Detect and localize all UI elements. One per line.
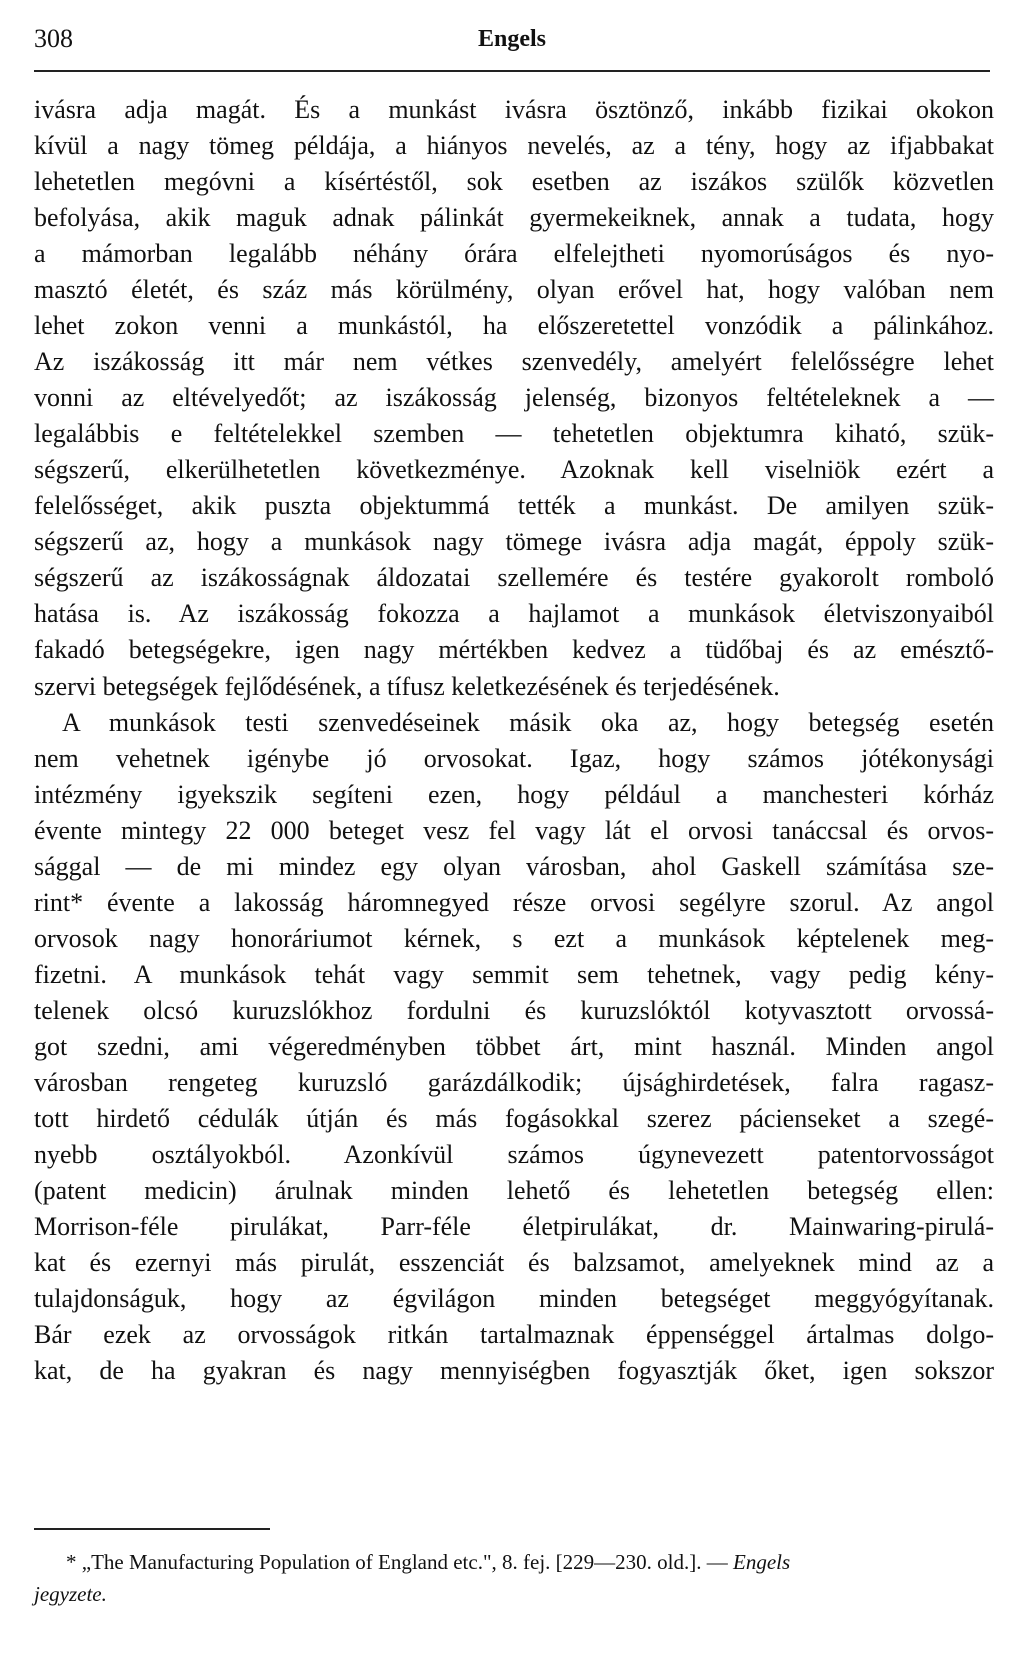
text-line: kívül a nagy tömeg példája, a hiányos nevelés, az a tény, hogy az ifjabbakat [34, 131, 994, 161]
body-text [34, 92, 994, 1389]
text-line: ségszerű, elkerülhetetlen következménye. Azoknak kell viselniök ezért a [34, 455, 994, 485]
footnote-label: jegyzete. [34, 1582, 107, 1606]
text-line: hatása is. Az iszákosság fokozza a hajlamot a munkások életviszonyaiból [34, 599, 994, 629]
text-line: lehet zokon venni a munkástól, ha előszeretettel vonzódik a pálinkához. [34, 311, 994, 341]
text-line: lehetetlen megóvni a kísértéstől, sok esetben az iszákos szülők közvetlen [34, 167, 994, 197]
footnote-line [34, 1546, 994, 1578]
header-rule [34, 70, 990, 72]
text-line: Az iszákosság itt már nem vétkes szenvedély, amelyért felelősségre lehet [34, 347, 994, 377]
text-line: got szedni, ami végeredményben többet árt, mint használ. Minden angol [34, 1031, 994, 1061]
text-line: fakadó betegségekre, igen nagy mértékben kedvez a tüdőbaj és az emésztő- [34, 635, 994, 665]
text-line: szervi betegségek fejlődésének, a tífusz keletkezésének és terjedésének. [34, 671, 780, 701]
text-line: A munkások testi szenvedéseinek másik oka az, hogy betegség esetén [62, 707, 994, 737]
text-line: tott hirdető cédulák útján és más fogásokkal szerez pácienseket a szegé- [34, 1103, 994, 1133]
running-title: Engels [477, 26, 546, 52]
footnote-author: Engels [733, 1550, 791, 1574]
footnote [34, 1546, 994, 1610]
text-line: ségszerű az, hogy a munkások nagy tömege ivásra adja magát, éppoly szük- [34, 527, 994, 557]
text-line: fizetni. A munkások tehát vagy semmit sem tehetnek, vagy pedig kény- [34, 959, 994, 989]
text-line: felelősséget, akik puszta objektummá tették a munkást. De amilyen szük- [34, 491, 994, 521]
text-line: masztó életét, és száz más körülmény, olyan erővel hat, hogy valóban nem [34, 275, 994, 305]
text-line: ségszerű az iszákosságnak áldozatai szellemére és testére gyakorolt romboló [34, 563, 994, 593]
text-line: évente mintegy 22 000 beteget vesz fel vagy lát el orvosi tanáccsal és orvos- [34, 815, 994, 845]
text-line: nyebb osztályokból. Azonkívül számos úgynevezett patentorvosságot [34, 1139, 994, 1169]
text-line: sággal — de mi mindez egy olyan városban, ahol Gaskell számítása sze- [34, 851, 994, 881]
text-line: nem vehetnek igénybe jó orvosokat. Igaz, hogy számos jótékonysági [34, 743, 994, 773]
text-line: Bár ezek az orvosságok ritkán tartalmaznak éppenséggel ártalmas dolgo- [34, 1320, 994, 1350]
text-line: intézmény igyekszik segíteni ezen, hogy például a manchesteri kórház [34, 779, 994, 809]
text-line: kat, de ha gyakran és nagy mennyiségben fogyasztják őket, igen sokszor [34, 1356, 994, 1386]
footnote-rule [34, 1528, 270, 1530]
text-line: telenek olcsó kuruzslókhoz fordulni és kuruzslóktól kotyvasztott orvossá- [34, 995, 994, 1025]
footnote-marker: * [66, 1550, 77, 1574]
text-line: befolyása, akik maguk adnak pálinkát gyermekeiknek, annak a tudata, hogy [34, 203, 994, 233]
text-line: Morrison-féle pirulákat, Parr-féle életpirulákat, dr. Mainwaring-pirulá- [34, 1211, 994, 1241]
text-line: városban rengeteg kuruzsló garázdálkodik; újsághirdetések, falra ragasz- [34, 1067, 994, 1097]
text-line: orvosok nagy honoráriumot kérnek, s ezt a munkások képtelenek meg- [34, 923, 994, 953]
text-line: tulajdonságuk, hogy az égvilágon minden betegséget meggyógyítanak. [34, 1284, 994, 1314]
text-line: (patent medicin) árulnak minden lehető és lehetetlen betegség ellen: [34, 1175, 994, 1205]
text-line: legalábbis e feltételekkel szemben — tehetetlen objektumra kiható, szük- [34, 419, 994, 449]
text-line: kat és ezernyi más pirulát, esszenciát és balzsamot, amelyeknek mind az a [34, 1248, 994, 1277]
text-line: rint* évente a lakosság háromnegyed része orvosi segélyre szorul. Az angol [34, 887, 994, 917]
page-number: 308 [34, 24, 73, 53]
running-head [34, 22, 990, 58]
text-line: a mámorban legalább néhány órára elfelejtheti nyomorúságos és nyo- [34, 239, 994, 269]
text-line: ivásra adja magát. És a munkást ivásra ösztönző, inkább fizikai okokon [34, 95, 994, 124]
text-line: vonni az eltévelyedőt; az iszákosság jelenség, bizonyos feltételeknek a — [34, 383, 994, 413]
footnote-text: „The Manufacturing Population of England etc.", 8. fej. [229—230. old.]. — [81, 1550, 728, 1574]
